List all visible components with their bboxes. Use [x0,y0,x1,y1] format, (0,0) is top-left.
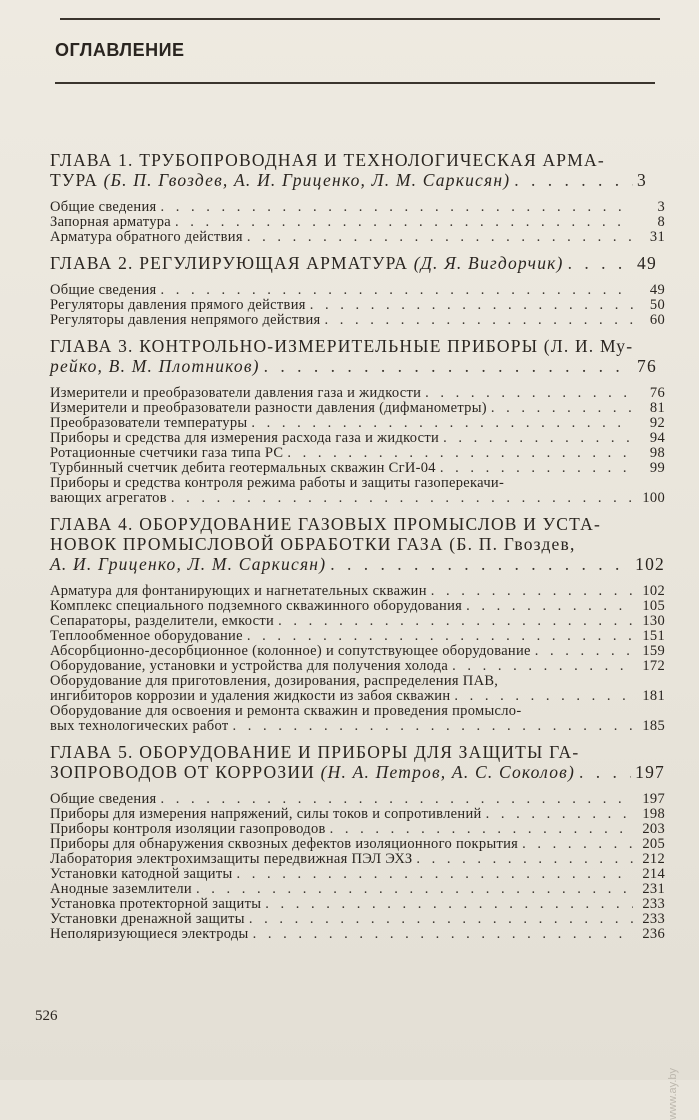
chapter-authors: (Д. Я. Вигдорчик) [413,253,564,273]
section-page-number: 181 [642,688,665,704]
section-entry [50,599,665,614]
chapter-page-number: 3 [637,170,647,190]
page-number: 526 [35,1008,58,1024]
leader-dots [452,659,633,674]
leader-dots [175,215,633,230]
leader-dots [568,253,633,273]
section-page-number: 151 [642,628,665,644]
section-title: Комплекс специального подземного скважинного оборудования [50,598,463,614]
section-title: Запорная арматура [50,214,172,230]
section-title: Неполяризующиеся электроды [50,926,249,942]
section-title: Общие сведения [50,791,157,807]
section-entry [50,837,665,852]
section-page-number: 172 [642,658,665,674]
section-title: Приборы для обнаружения сквозных дефектов изоляционного покрытия [50,836,519,852]
section-page-number: 60 [649,312,665,328]
section-title: Лаборатория электрохимзащиты передвижная ПЭЛ ЭХЗ [50,851,413,867]
section-list [50,283,665,328]
section-list [50,792,665,942]
section-entry [50,313,665,328]
leader-dots [251,416,633,431]
section-title: Оборудование, установки и устройства для получения холода [50,658,449,674]
title-rule [55,82,655,84]
leader-dots [237,867,634,882]
chapter-authors: рейко, В. М. Плотников) [50,356,260,376]
leader-dots [330,822,633,837]
section-entry [50,867,665,882]
leader-dots [160,283,633,298]
section-title: вых технологических работ [50,718,229,734]
leader-dots [310,298,633,313]
chapter-heading-line: НОВОК ПРОМЫСЛОВОЙ ОБРАБОТКИ ГАЗА (Б. П. Гвоздев, [50,534,576,554]
leader-dots [171,491,633,506]
section-page-number: 102 [642,583,665,599]
section-entry [50,629,665,644]
chapter-heading-last-line [50,170,665,190]
section-title: Сепараторы, разделители, емкости [50,613,275,629]
chapter-page-number: 76 [637,356,657,376]
section-page-number: 8 [657,214,665,230]
chapter-heading-line: ГЛАВА 1. ТРУБОПРОВОДНАЯ И ТЕХНОЛОГИЧЕСКАЯ АРМА- [50,150,605,170]
chapter-authors: А. И. Гриценко, Л. М. Саркисян) [50,554,327,574]
section-entry [50,822,665,837]
section-title: Установки катодной защиты [50,866,233,882]
section-page-number: 98 [649,445,665,461]
section-entry-line: Приборы и средства контроля режима работы и защиты газоперекачи- [50,475,505,491]
section-list [50,584,665,734]
page-title: ОГЛАВЛЕНИЕ [55,40,185,60]
leader-dots [232,719,633,734]
leader-dots [325,313,633,328]
leader-dots [440,461,633,476]
section-title: Приборы и средства для измерения расхода газа и жидкости [50,430,440,446]
section-title: Установки дренажной защиты [50,911,245,927]
leader-dots [443,431,633,446]
section-page-number: 3 [657,199,665,215]
leader-dots [196,882,633,897]
section-page-number: 233 [642,911,665,927]
leader-dots [416,852,633,867]
section-entry [50,897,665,912]
section-page-number: 233 [642,896,665,912]
section-list [50,386,665,506]
chapter-heading-text [50,762,575,782]
section-entry [50,416,665,431]
chapter-heading-last-line [50,762,665,782]
section-entry [50,200,665,215]
chapter-page-number: 49 [637,253,657,273]
chapter-title: ГЛАВА 2. РЕГУЛИРУЮЩАЯ АРМАТУРА [50,253,414,273]
section-title: Приборы для измерения напряжений, силы токов и сопротивлений [50,806,482,822]
section-page-number: 198 [642,806,665,822]
section-entry [50,659,665,674]
chapter-heading-line: ГЛАВА 5. ОБОРУДОВАНИЕ И ПРИБОРЫ ДЛЯ ЗАЩИТЫ ГА- [50,742,580,762]
leader-dots [425,386,633,401]
section-title: Арматура обратного действия [50,229,243,245]
chapter-heading-text [50,554,326,574]
section-title: ингибиторов коррозии и удаления жидкости из забоя скважин [50,688,451,704]
section-title: Измерители и преобразователи разности давления (дифманометры) [50,400,487,416]
section-entry [50,912,665,927]
section-entry [50,431,665,446]
section-title: Измерители и преобразователи давления газа и жидкости [50,385,422,401]
section-page-number: 94 [649,430,665,446]
section-entry [50,614,665,629]
section-entry [50,461,665,476]
chapter-heading-last-line [50,253,665,273]
leader-dots [247,629,633,644]
top-rule [60,18,660,20]
chapter-1 [50,150,665,245]
chapter-5 [50,742,665,942]
leader-dots [514,170,633,190]
leader-dots [278,614,633,629]
section-entry [50,491,665,506]
section-title: Общие сведения [50,199,157,215]
leader-dots [486,807,633,822]
leader-dots [253,927,633,942]
section-entry [50,386,665,401]
chapter-heading-text [50,170,510,190]
section-title: Регуляторы давления прямого действия [50,297,306,313]
section-entry [50,927,665,942]
section-entry [50,298,665,313]
section-page-number: 99 [649,460,665,476]
chapter-4 [50,514,665,734]
chapter-heading-text [50,253,564,273]
section-page-number: 81 [649,400,665,416]
leader-dots [431,584,633,599]
leader-dots [535,644,633,659]
section-entry [50,689,665,704]
section-entry [50,215,665,230]
chapter-authors: (Б. П. Гвоздев, А. И. Гриценко, Л. М. Саркисян) [103,170,511,190]
section-entry-line: Оборудование для освоения и ремонта скважин и проведения промысло- [50,703,522,719]
section-title: Ротационные счетчики газа типа РС [50,445,284,461]
section-entry [50,283,665,298]
watermark: www.ay.by [667,1068,679,1120]
chapter-3 [50,336,665,506]
chapter-title: ТУРА [50,170,104,190]
chapter-heading-line: ГЛАВА 3. КОНТРОЛЬНО-ИЗМЕРИТЕЛЬНЫЕ ПРИБОРЫ (Л. И. Му- [50,336,634,356]
section-page-number: 236 [642,926,665,942]
section-page-number: 159 [642,643,665,659]
leader-dots [249,912,633,927]
section-page-number: 231 [642,881,665,897]
section-page-number: 197 [642,791,665,807]
section-page-number: 50 [649,297,665,313]
section-page-number: 31 [649,229,665,245]
section-title: Турбинный счетчик дебита геотермальных скважин СгИ-04 [50,460,436,476]
section-title: Приборы контроля изоляции газопроводов [50,821,326,837]
chapter-heading-last-line [50,554,665,574]
section-page-number: 49 [649,282,665,298]
section-title: вающих агрегатов [50,490,167,506]
section-page-number: 100 [642,490,665,506]
chapter-heading-line: ГЛАВА 4. ОБОРУДОВАНИЕ ГАЗОВЫХ ПРОМЫСЛОВ И УСТА- [50,514,601,534]
section-entry [50,584,665,599]
leader-dots [160,200,633,215]
table-of-contents [50,150,665,950]
leader-dots [454,689,633,704]
section-title: Преобразователи температуры [50,415,248,431]
leader-dots [579,762,631,782]
leader-dots [330,554,631,574]
section-title: Арматура для фонтанирующих и нагнетательных скважин [50,583,427,599]
chapter-page-number: 197 [635,762,665,782]
section-entry [50,644,665,659]
leader-dots [491,401,633,416]
section-entry-line: Оборудование для приготовления, дозирования, распределения ПАВ, [50,673,499,689]
section-entry [50,401,665,416]
section-title: Установка протекторной защиты [50,896,262,912]
chapter-2 [50,253,665,328]
section-title: Общие сведения [50,282,157,298]
section-title: Анодные заземлители [50,881,192,897]
leader-dots [265,897,633,912]
section-entry [50,807,665,822]
section-page-number: 130 [642,613,665,629]
leader-dots [522,837,633,852]
section-title: Регуляторы давления непрямого действия [50,312,321,328]
leader-dots [160,792,633,807]
section-page-number: 76 [649,385,665,401]
chapter-page-number: 102 [635,554,665,574]
section-page-number: 214 [642,866,665,882]
section-page-number: 185 [642,718,665,734]
section-entry [50,852,665,867]
section-list [50,200,665,245]
section-page-number: 105 [642,598,665,614]
section-entry [50,719,665,734]
section-page-number: 92 [649,415,665,431]
leader-dots [264,356,633,376]
section-entry [50,230,665,245]
leader-dots [287,446,633,461]
chapter-authors: (Н. А. Петров, А. С. Соколов) [320,762,575,782]
section-entry [50,792,665,807]
section-entry [50,446,665,461]
chapter-title: ЗОПРОВОДОВ ОТ КОРРОЗИИ [50,762,321,782]
section-page-number: 203 [642,821,665,837]
chapter-heading-text [50,356,260,376]
leader-dots [247,230,633,245]
leader-dots [466,599,633,614]
section-entry [50,882,665,897]
section-page-number: 205 [642,836,665,852]
chapter-heading-last-line [50,356,665,376]
section-title: Абсорбционно-десорбционное (колонное) и сопутствующее оборудование [50,643,531,659]
section-title: Теплообменное оборудование [50,628,243,644]
section-page-number: 212 [642,851,665,867]
